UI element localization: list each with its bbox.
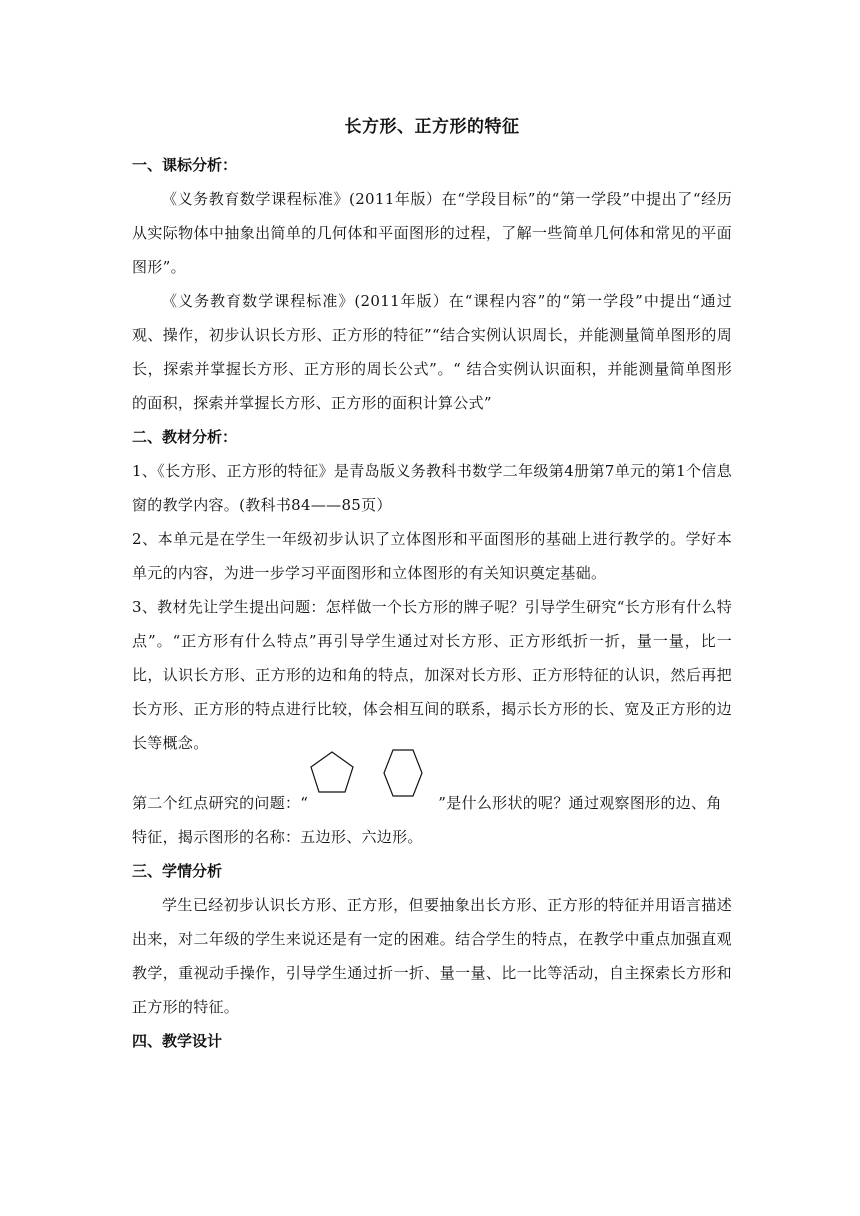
curriculum-paragraph-1: 《义务教育数学课程标准》(2011年版）在“学段目标”的“第一学段”中提出了“经历从实际物体中抽象出简单的几何体和平面图形的过程，了解一些简单几何体和常见的平面图形”。 (132, 190, 732, 276)
shape-question-prefix: 第二个红点研究的问题：“ (132, 794, 309, 812)
textbook-paragraph-1: 1、《长方形、正方形的特征》是青岛版义务教科书数学二年级第4册第7单元的第1个信息窗的教学内容。(教科书84——85页） (132, 462, 732, 514)
textbook-paragraph-4 (132, 770, 732, 854)
document-page (132, 112, 732, 1058)
section-heading-textbook: 二、教材分析： (132, 428, 238, 446)
section-heading-students: 三、学情分析 (132, 862, 223, 880)
polygon-figures-svg (308, 748, 438, 808)
section-heading-design: 四、教学设计 (132, 1032, 223, 1050)
pentagon-shape (311, 752, 353, 792)
textbook-paragraph-2: 2、本单元是在学生一年级初步认识了立体图形和平面图形的基础上进行教学的。学好本单元的内容，为进一步学习平面图形和立体图形的有关知识奠定基础。 (132, 530, 732, 582)
document-title: 长方形、正方形的特征 (344, 117, 520, 137)
curriculum-paragraph-2: 《义务教育数学课程标准》(2011年版）在“课程内容”的“第一学段”中提出“通过观、操作，初步认识长方形、正方形的特征”“结合实例认识周长，并能测量简单图形的周长，探索并掌握长方形、正方形的周长公式”。“ 结合实例认识面积，并能测量简单图形的面积，探索并掌握长方形、正方形的面积计算公式” (132, 292, 732, 412)
polygon-figures (308, 770, 438, 816)
students-paragraph-1: 学生已经初步认识长方形、正方形，但要抽象出长方形、正方形的特征并用语言描述出来，对二年级的学生来说还是有一定的困难。结合学生的特点，在教学中重点加强直观教学，重视动手操作，引导学生通过折一折、量一量、比一比等活动，自主探索长方形和正方形的特征。 (132, 896, 732, 1016)
textbook-paragraph-3: 3、教材先让学生提出问题：怎样做一个长方形的牌子呢？引导学生研究“长方形有什么特点”。“正方形有什么特点”再引导学生通过对长方形、正方形纸折一折，量一量，比一比，认识长方形、正方形的边和角的特点，加深对长方形、正方形特征的认识，然后再把长方形、正方形的特点进行比较，体会相互间的联系，揭示长方形的长、宽及正方形的边长等概念。 (132, 598, 732, 752)
shape-question-suffix: ”是什么形状的呢？通过观察图形的边、角特征，揭示图形的名称：五边形、六边形。 (132, 794, 722, 846)
hexagon-shape (384, 750, 422, 796)
section-heading-curriculum: 一、课标分析： (132, 156, 238, 174)
